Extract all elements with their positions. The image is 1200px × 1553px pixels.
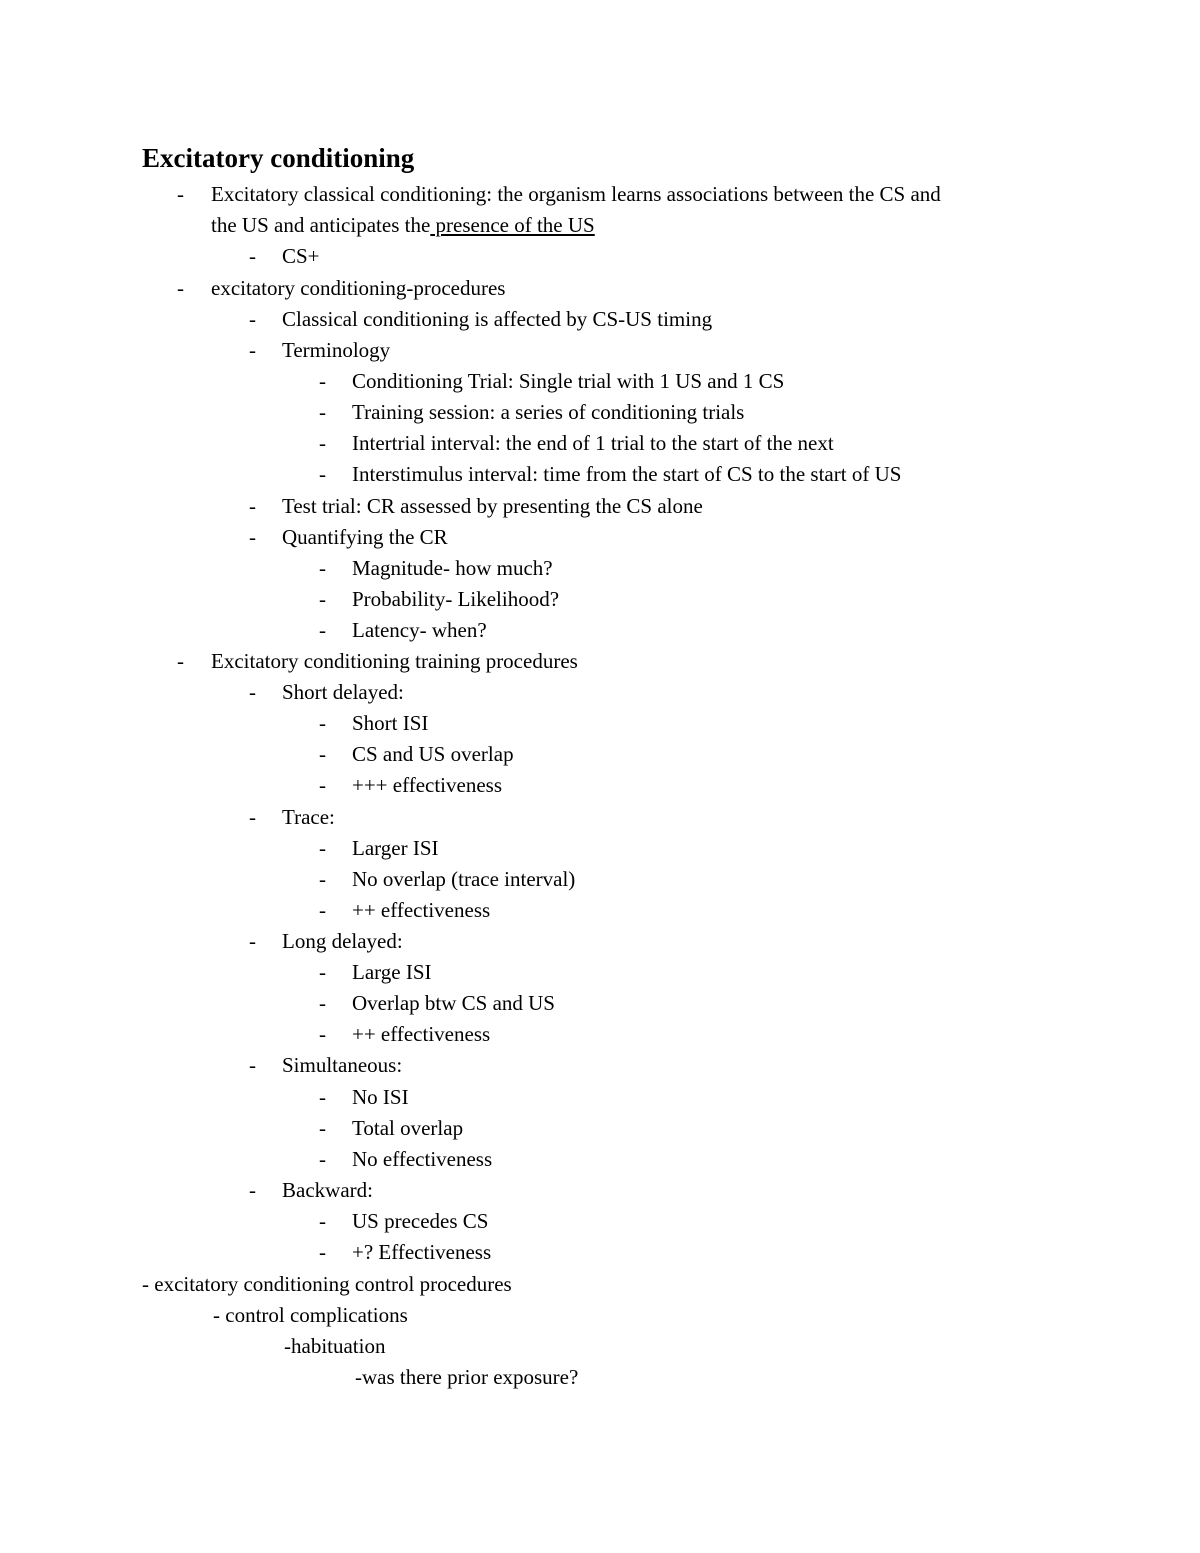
list-item: excitatory conditioning-procedures bbox=[211, 276, 506, 300]
bullet-dash: - bbox=[319, 462, 326, 486]
list-item-text: the US and anticipates the bbox=[211, 213, 431, 237]
bullet-dash: - bbox=[319, 618, 326, 642]
list-item: Overlap btw CS and US bbox=[352, 991, 555, 1015]
underlined-text: presence of the US bbox=[430, 213, 595, 237]
list-item: Intertrial interval: the end of 1 trial to the start of the next bbox=[352, 431, 834, 455]
bullet-dash: - bbox=[319, 400, 326, 424]
bullet-dash: - bbox=[249, 1178, 256, 1202]
bullet-dash: - bbox=[249, 1053, 256, 1077]
list-item: Short ISI bbox=[352, 711, 429, 735]
list-item: Quantifying the CR bbox=[282, 525, 448, 549]
list-item: No overlap (trace interval) bbox=[352, 867, 576, 891]
list-item-continuation bbox=[211, 213, 595, 237]
bullet-dash: - bbox=[319, 1116, 326, 1140]
list-item: Latency- when? bbox=[352, 618, 487, 642]
bullet-dash: - bbox=[319, 836, 326, 860]
bullet-dash: - bbox=[319, 556, 326, 580]
bullet-dash: - bbox=[177, 276, 184, 300]
bullet-dash: - bbox=[319, 867, 326, 891]
bullet-dash: - bbox=[249, 494, 256, 518]
list-item: ++ effectiveness bbox=[352, 1022, 491, 1046]
list-item: Classical conditioning is affected by CS-US timing bbox=[282, 307, 713, 331]
list-item: -was there prior exposure? bbox=[355, 1365, 579, 1389]
list-item: Magnitude- how much? bbox=[352, 556, 553, 580]
list-item: Test trial: CR assessed by presenting the CS alone bbox=[282, 494, 703, 518]
bullet-dash: - bbox=[249, 338, 256, 362]
list-item: No effectiveness bbox=[352, 1147, 493, 1171]
page-title: Excitatory conditioning bbox=[142, 143, 415, 173]
list-item: Backward: bbox=[282, 1178, 373, 1202]
list-item: CS+ bbox=[282, 244, 320, 268]
bullet-dash: - bbox=[319, 1147, 326, 1171]
bullet-dash: - bbox=[319, 431, 326, 455]
bullet-dash: - bbox=[249, 244, 256, 268]
list-item: CS and US overlap bbox=[352, 742, 514, 766]
list-item: Total overlap bbox=[352, 1116, 464, 1140]
bullet-dash: - bbox=[319, 742, 326, 766]
bullet-dash: - bbox=[319, 711, 326, 735]
list-item: Interstimulus interval: time from the start of CS to the start of US bbox=[352, 462, 902, 486]
list-item: Excitatory conditioning training procedures bbox=[211, 649, 578, 673]
bullet-dash: - bbox=[319, 1209, 326, 1233]
list-item: Large ISI bbox=[352, 960, 432, 984]
bullet-dash: - bbox=[249, 525, 256, 549]
list-item: ++ effectiveness bbox=[352, 898, 491, 922]
list-item: - control complications bbox=[213, 1303, 408, 1327]
list-item: Training session: a series of conditioning trials bbox=[352, 400, 745, 424]
bullet-dash: - bbox=[319, 1085, 326, 1109]
bullet-dash: - bbox=[319, 898, 326, 922]
list-item: -habituation bbox=[284, 1334, 386, 1358]
bullet-dash: - bbox=[319, 991, 326, 1015]
list-item: Probability- Likelihood? bbox=[352, 587, 560, 611]
bullet-dash: - bbox=[249, 805, 256, 829]
bullet-dash: - bbox=[177, 649, 184, 673]
list-item: Terminology bbox=[282, 338, 391, 362]
bullet-dash: - bbox=[319, 773, 326, 797]
list-item: - excitatory conditioning control procedures bbox=[142, 1272, 512, 1296]
list-item: Conditioning Trial: Single trial with 1 US and 1 CS bbox=[352, 369, 785, 393]
list-item: US precedes CS bbox=[352, 1209, 489, 1233]
list-item: Long delayed: bbox=[282, 929, 403, 953]
list-item: No ISI bbox=[352, 1085, 409, 1109]
list-item: Short delayed: bbox=[282, 680, 404, 704]
bullet-dash: - bbox=[249, 929, 256, 953]
bullet-dash: - bbox=[319, 587, 326, 611]
list-item: Trace: bbox=[282, 805, 335, 829]
bullet-dash: - bbox=[319, 960, 326, 984]
bullet-dash: - bbox=[249, 307, 256, 331]
list-item: Excitatory classical conditioning: the organism learns associations between the CS and bbox=[211, 182, 941, 206]
bullet-dash: - bbox=[319, 1022, 326, 1046]
bullet-dash: - bbox=[319, 369, 326, 393]
list-item: Larger ISI bbox=[352, 836, 439, 860]
list-item: Simultaneous: bbox=[282, 1053, 403, 1077]
list-item: +? Effectiveness bbox=[352, 1240, 492, 1264]
bullet-dash: - bbox=[249, 680, 256, 704]
bullet-dash: - bbox=[319, 1240, 326, 1264]
list-item: +++ effectiveness bbox=[352, 773, 503, 797]
bullet-dash: - bbox=[177, 182, 184, 206]
